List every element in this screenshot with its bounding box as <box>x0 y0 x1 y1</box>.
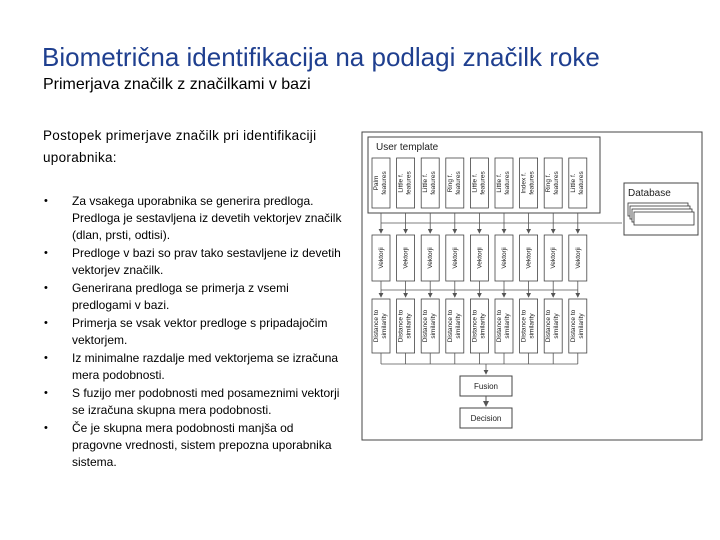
feature-label: Ring f. <box>446 173 454 193</box>
database-block <box>624 183 698 235</box>
vector-label: Vektorji <box>525 247 533 269</box>
distance-label: similarity <box>504 313 511 339</box>
feature-label: Little f. <box>422 173 430 193</box>
decision-label: Decision <box>470 414 502 423</box>
feature-label: features <box>577 171 585 195</box>
user-template-label: User template <box>376 142 439 153</box>
feature-label: Little f. <box>496 173 503 193</box>
feature-label: features <box>504 171 511 195</box>
feature-label: features <box>479 171 487 195</box>
vector-label: Vektorji <box>550 247 558 269</box>
feature-label: features <box>454 171 462 195</box>
feature-label: Little f. <box>397 173 405 193</box>
feature-label: features <box>430 171 438 195</box>
database-label: Database <box>628 188 671 199</box>
feature-label: Index f. <box>520 172 528 194</box>
procedure-title: Postopek primerjave značilk pri identifikaciji uporabnika: <box>43 128 317 165</box>
distance-label: similarity <box>479 313 487 339</box>
vector-label: Vektorji <box>378 247 385 269</box>
vector-label: Vektorji <box>451 247 459 269</box>
vector-label: Vektorji <box>501 247 508 269</box>
feature-label: Palm <box>373 175 380 191</box>
procedure-bullet-list <box>43 193 343 472</box>
distance-label: Distance to <box>471 309 479 343</box>
database-record-icon <box>634 212 694 225</box>
distance-label: Distance to <box>496 309 503 343</box>
feature-label: features <box>528 171 536 195</box>
feature-label: features <box>405 171 413 195</box>
bullet-item: • Iz minimalne razdalje med vektorjema se izračuna mera podobnosti. <box>43 350 343 384</box>
distance-label: similarity <box>454 313 462 339</box>
vector-label: Vektorji <box>476 247 484 269</box>
vector-row <box>372 235 587 281</box>
bullet-item: • S fuzijo mer podobnosti med posameznimi vektorji se izračuna skupna mera podobnosti. <box>43 385 343 419</box>
bullet-item: • Generirana predloga se primerja z vsemi predlogami v bazi. <box>43 280 343 314</box>
feature-label: Ring f. <box>545 173 553 193</box>
bullet-item: • Primerja se vsak vektor predloge s pripadajočim vektorjem. <box>43 315 343 349</box>
distance-label: Distance to <box>422 309 430 343</box>
fusion-label: Fusion <box>473 382 499 391</box>
slide-title: Biometrična identifikacija na podlagi značilk roke <box>42 42 600 72</box>
slide-subtitle: Primerjava značilk z značilkami v bazi <box>43 76 311 93</box>
distance-label: similarity <box>430 313 438 339</box>
distance-label: Distance to <box>545 309 553 343</box>
distance-label: Distance to <box>520 309 528 343</box>
distance-label: similarity <box>528 313 536 339</box>
distance-label: Distance to <box>373 309 380 343</box>
matching-diagram <box>360 128 705 443</box>
distance-label: Distance to <box>397 309 405 343</box>
feature-label: Little f. <box>569 173 577 193</box>
distance-label: similarity <box>381 313 388 339</box>
bullet-item: • Predloge v bazi so prav tako sestavljene iz devetih vektorjev značilk. <box>43 245 343 279</box>
feature-label: Little f. <box>471 173 479 193</box>
distance-label: Distance to <box>446 309 454 343</box>
vector-label: Vektorji <box>402 247 410 269</box>
distance-row <box>372 299 587 353</box>
vector-label: Vektorji <box>427 247 435 269</box>
feature-row <box>372 158 587 208</box>
vector-label: Vektorji <box>574 247 582 269</box>
feature-label: features <box>381 171 388 195</box>
distance-label: similarity <box>553 313 561 339</box>
distance-label: similarity <box>405 313 413 339</box>
distance-label: similarity <box>577 313 585 339</box>
feature-label: features <box>553 171 561 195</box>
bullet-item: • Za vsakega uporabnika se generira predloga. Predloga je sestavljena iz devetih vektorjev značilk (dlan, prsti, odtisi). <box>43 193 343 244</box>
distance-label: Distance to <box>569 309 577 343</box>
bullet-item: • Če je skupna mera podobnosti manjša od pragovne vrednosti, sistem prepozna uporabnika sistema. <box>43 420 343 471</box>
